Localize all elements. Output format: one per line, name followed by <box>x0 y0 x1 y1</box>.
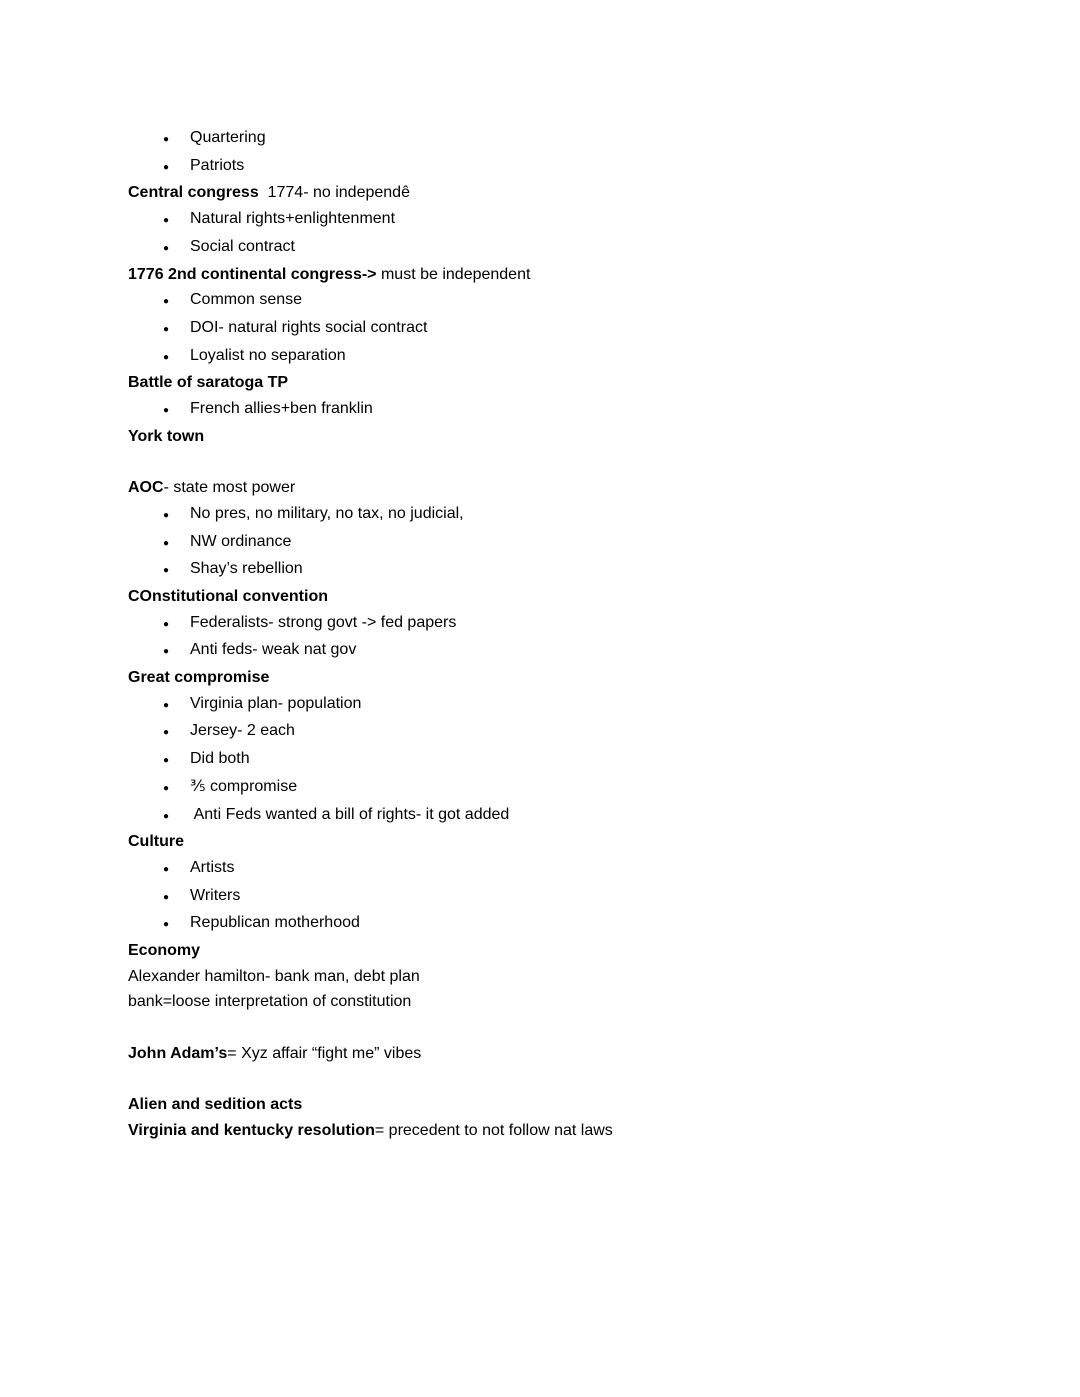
paragraph-line <box>128 370 990 396</box>
text-segment: No pres, no military, no tax, no judicial, <box>190 504 464 522</box>
bullet-list-item <box>128 343 990 371</box>
text-segment: Republican motherhood <box>190 914 360 932</box>
bullet-icon: ● <box>163 810 170 822</box>
text-segment: Did both <box>190 750 250 768</box>
bullet-list-item <box>128 125 990 153</box>
paragraph-line <box>128 1041 990 1067</box>
text-segment: French allies+ben franklin <box>190 400 373 418</box>
bullet-icon: ● <box>163 405 170 417</box>
bullet-list-item <box>128 774 990 802</box>
paragraph-line <box>128 1118 990 1144</box>
text-segment: Common sense <box>190 291 303 309</box>
paragraph-line <box>128 262 990 288</box>
bullet-icon: ● <box>163 537 170 549</box>
bullet-list-item <box>128 883 990 911</box>
text-segment: ⅗ compromise <box>190 777 298 795</box>
bullet-icon: ● <box>163 296 170 308</box>
paragraph-line <box>128 665 990 691</box>
text-segment: Quartering <box>190 129 266 146</box>
text-segment-bold: AOC <box>128 479 164 497</box>
text-segment-bold: John Adam’s <box>128 1044 228 1062</box>
bullet-list-item <box>128 910 990 938</box>
bullet-icon: ● <box>163 755 170 767</box>
bullet-list-item <box>128 153 990 181</box>
bullet-icon: ● <box>163 863 170 875</box>
bullet-list-item <box>128 234 990 262</box>
text-segment-bold: Great compromise <box>128 669 270 687</box>
text-segment-bold: 1776 2nd continental congress-> <box>128 265 377 283</box>
bullet-list-item <box>128 287 990 315</box>
document-content[interactable] <box>128 125 990 1144</box>
text-segment-bold: Battle of saratoga TP <box>128 374 289 392</box>
text-segment: = Xyz affair “fight me” vibes <box>227 1044 422 1062</box>
paragraph-line <box>128 938 990 964</box>
text-segment: Loyalist no separation <box>190 346 346 364</box>
paragraph-line <box>128 475 990 501</box>
bullet-icon: ● <box>163 565 170 577</box>
bullet-list-item <box>128 718 990 746</box>
paragraph-line <box>128 989 990 1015</box>
blank-line <box>128 1015 990 1041</box>
text-segment: Writers <box>190 886 241 904</box>
text-segment-bold: Economy <box>128 942 201 960</box>
bullet-icon: ● <box>163 618 170 630</box>
bullet-icon: ● <box>163 161 170 173</box>
blank-line <box>128 449 990 475</box>
text-segment: Alexander hamilton- bank man, debt plan <box>128 967 420 985</box>
paragraph-line <box>128 964 990 990</box>
text-segment: NW ordinance <box>190 532 292 550</box>
text-segment: Natural rights+enlightenment <box>190 210 396 228</box>
bullet-icon: ● <box>163 782 170 794</box>
bullet-icon: ● <box>163 351 170 363</box>
bullet-list-item <box>128 501 990 529</box>
text-segment-bold: COnstitutional convention <box>128 587 328 605</box>
blank-line <box>128 1067 990 1093</box>
text-segment: - state most power <box>163 479 296 497</box>
text-segment-bold: Alien and sedition acts <box>128 1096 303 1114</box>
bullet-list-item <box>128 691 990 719</box>
text-segment: 1774- no independê <box>258 184 410 202</box>
paragraph-line <box>128 584 990 610</box>
bullet-list-item <box>128 855 990 883</box>
text-segment: = precedent to not follow nat laws <box>374 1121 613 1139</box>
bullet-icon: ● <box>163 509 170 521</box>
paragraph-line <box>128 1092 990 1118</box>
bullet-list-item <box>128 529 990 557</box>
text-segment: Federalists- strong govt -> fed papers <box>190 613 457 631</box>
bullet-list-item <box>128 396 990 424</box>
bullet-list-item <box>128 206 990 234</box>
bullet-list-item <box>128 610 990 638</box>
text-segment-bold: Virginia and kentucky resolution <box>128 1121 375 1139</box>
bullet-icon: ● <box>163 323 170 335</box>
paragraph-line <box>128 829 990 855</box>
bullet-icon: ● <box>163 891 170 903</box>
text-segment: Anti Feds wanted a bill of rights- it got added <box>190 805 510 823</box>
bullet-icon: ● <box>163 242 170 254</box>
bullet-icon: ● <box>163 215 170 227</box>
bullet-list-item <box>128 315 990 343</box>
text-segment: DOI- natural rights social contract <box>190 318 428 336</box>
bullet-icon: ● <box>163 646 170 658</box>
text-segment: Virginia plan- population <box>190 694 362 712</box>
text-segment: Shay’s rebellion <box>190 560 303 578</box>
text-segment: Social contract <box>190 237 295 255</box>
paragraph-line <box>128 424 990 450</box>
text-segment: Anti feds- weak nat gov <box>190 641 357 659</box>
bullet-list-item <box>128 802 990 830</box>
bullet-icon: ● <box>163 919 170 931</box>
paragraph-line <box>128 180 990 206</box>
text-segment: Patriots <box>190 156 245 174</box>
bullet-icon: ● <box>163 699 170 711</box>
text-segment: Artists <box>190 858 235 876</box>
text-segment-bold: Culture <box>128 833 184 851</box>
text-segment-bold: York town <box>128 427 205 445</box>
bullet-icon: ● <box>163 727 170 739</box>
bullet-icon: ● <box>163 134 170 145</box>
bullet-list-item <box>128 556 990 584</box>
bullet-list-item <box>128 746 990 774</box>
bullet-list-item <box>128 637 990 665</box>
text-segment: bank=loose interpretation of constitution <box>128 993 412 1011</box>
text-segment-bold: Central congress <box>128 184 259 202</box>
text-segment: must be independent <box>376 265 531 283</box>
text-segment: Jersey- 2 each <box>190 722 295 740</box>
